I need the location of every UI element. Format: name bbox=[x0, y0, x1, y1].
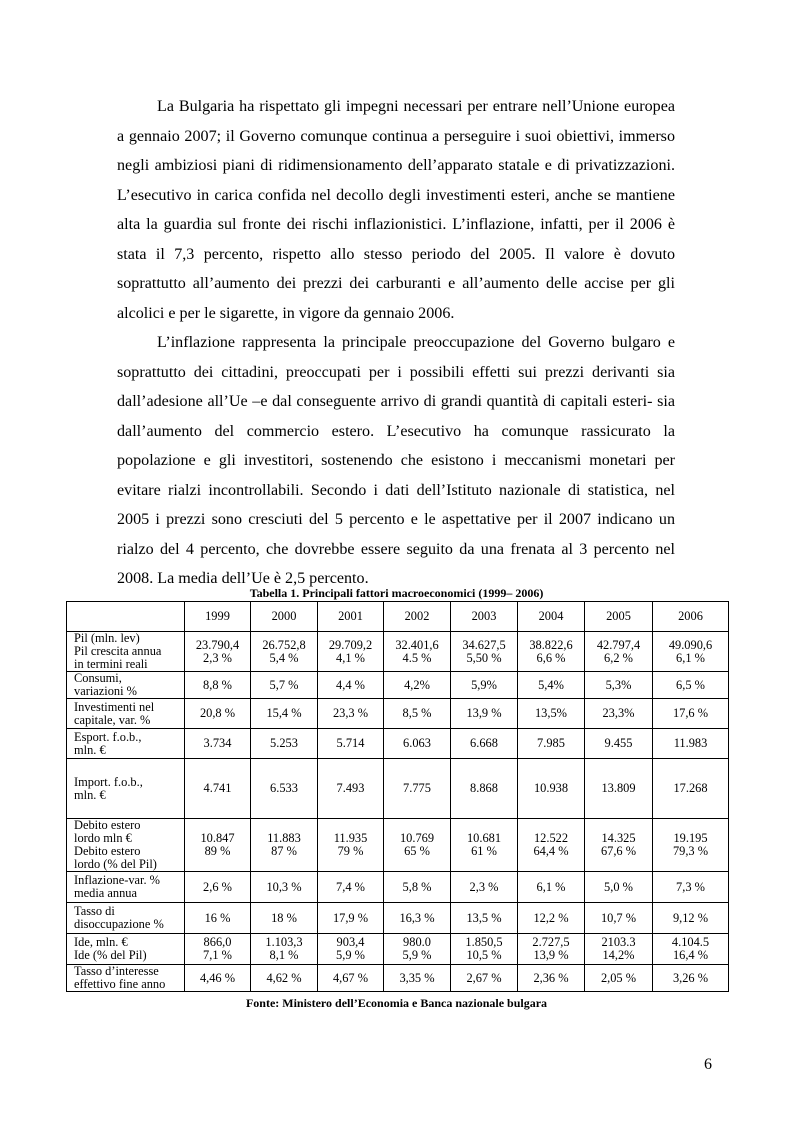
value-cell bbox=[251, 934, 318, 965]
value-line: 32.401,6 bbox=[395, 637, 439, 652]
value-line: 12.522 bbox=[533, 831, 569, 845]
year-header: 2005 bbox=[585, 602, 653, 632]
table-row bbox=[67, 729, 729, 759]
value-cell bbox=[318, 903, 384, 934]
value-cell bbox=[653, 672, 729, 699]
value-line: 10.938 bbox=[533, 781, 569, 795]
page-number: 6 bbox=[704, 1056, 712, 1073]
value-line: 19.195 bbox=[673, 831, 708, 845]
value-line: 12,2 % bbox=[533, 910, 569, 925]
value-line: 5,50 % bbox=[466, 650, 502, 665]
value-cell bbox=[185, 872, 251, 903]
year-header: 2000 bbox=[251, 602, 318, 632]
value-cell bbox=[185, 759, 251, 819]
value-line: 64,4 % bbox=[533, 844, 569, 858]
row-label-line: Consumi, bbox=[74, 671, 122, 685]
value-line: 4,46 % bbox=[199, 970, 236, 985]
row-label-line: Tasso d’interesse bbox=[74, 964, 159, 978]
value-line: 8,1 % bbox=[269, 948, 299, 962]
value-line: 2,05 % bbox=[600, 970, 637, 985]
value-line: 4,1 % bbox=[336, 650, 365, 665]
row-label-line: Debito estero bbox=[74, 844, 141, 858]
value-line: 17,6 % bbox=[672, 706, 709, 720]
value-line: 29.709,2 bbox=[328, 637, 373, 652]
value-line: 866,0 bbox=[203, 935, 232, 949]
value-cell bbox=[518, 729, 585, 759]
value-cell bbox=[384, 759, 451, 819]
value-line: 5,9 % bbox=[402, 948, 432, 962]
value-cell bbox=[185, 632, 251, 672]
value-cell bbox=[318, 965, 384, 992]
value-line: 17.268 bbox=[673, 781, 708, 795]
value-cell bbox=[251, 729, 318, 759]
value-line: 79,3 % bbox=[672, 844, 709, 858]
value-line: 18 % bbox=[271, 910, 297, 925]
value-line: 13,5% bbox=[534, 706, 567, 720]
value-cell bbox=[518, 699, 585, 729]
row-label bbox=[67, 699, 185, 729]
value-cell bbox=[384, 699, 451, 729]
value-line: 49.090,6 bbox=[668, 637, 713, 652]
table-title: Tabella 1. Principali fattori macroeconomici (1999– 2006) bbox=[249, 586, 544, 600]
value-line: 5,8 % bbox=[402, 879, 432, 894]
value-line: 4,62 % bbox=[266, 970, 302, 985]
value-line: 4.741 bbox=[203, 781, 232, 795]
row-label-line: Ide (% del Pil) bbox=[74, 948, 147, 962]
row-label-line: Tasso di bbox=[74, 904, 115, 918]
value-cell bbox=[653, 872, 729, 903]
value-line: 3,35 % bbox=[399, 970, 435, 985]
row-label-line: disoccupazione % bbox=[74, 917, 164, 931]
value-cell bbox=[185, 819, 251, 872]
value-cell bbox=[518, 819, 585, 872]
value-line: 16 % bbox=[204, 910, 231, 925]
row-label-line: Pil crescita annua bbox=[74, 644, 162, 658]
value-line: 5,7 % bbox=[269, 677, 299, 692]
value-cell bbox=[451, 934, 518, 965]
value-line: 16,4 % bbox=[672, 948, 709, 962]
value-line: 16,3 % bbox=[399, 910, 435, 925]
value-line: 13,9 % bbox=[466, 706, 502, 720]
row-label-line: media annua bbox=[74, 886, 137, 900]
value-line: 2,3 % bbox=[203, 650, 232, 665]
value-line: 6.533 bbox=[270, 781, 298, 795]
row-label-line: variazioni % bbox=[74, 684, 137, 698]
value-cell bbox=[653, 934, 729, 965]
row-label-line: lordo (% del Pil) bbox=[74, 857, 157, 871]
value-line: 13.809 bbox=[601, 781, 636, 795]
value-line: 4,2% bbox=[404, 677, 430, 692]
row-label-line: Pil (mln. lev) bbox=[74, 631, 140, 645]
row-label-line: Ide, mln. € bbox=[74, 935, 128, 949]
row-label bbox=[67, 872, 185, 903]
value-line: 6.668 bbox=[470, 736, 498, 750]
table-body bbox=[67, 602, 729, 992]
value-line: 4.104.5 bbox=[671, 935, 710, 949]
value-cell bbox=[251, 672, 318, 699]
value-cell bbox=[653, 903, 729, 934]
value-line: 23,3 % bbox=[332, 706, 369, 720]
table-row bbox=[67, 965, 729, 992]
table-row bbox=[67, 632, 729, 672]
value-line: 5,4 % bbox=[269, 650, 299, 665]
value-line: 7,4 % bbox=[336, 879, 365, 894]
value-cell bbox=[518, 903, 585, 934]
value-line: 23,3% bbox=[602, 706, 635, 720]
value-cell bbox=[251, 965, 318, 992]
value-cell bbox=[451, 632, 518, 672]
value-cell bbox=[653, 699, 729, 729]
value-cell bbox=[451, 759, 518, 819]
value-cell bbox=[585, 699, 653, 729]
value-cell bbox=[318, 672, 384, 699]
value-line: 15,4 % bbox=[266, 706, 302, 720]
value-cell bbox=[185, 729, 251, 759]
value-cell bbox=[251, 699, 318, 729]
table-row bbox=[67, 759, 729, 819]
value-cell bbox=[585, 965, 653, 992]
value-cell bbox=[384, 729, 451, 759]
value-line: 13,9 % bbox=[533, 948, 569, 962]
value-line: 11.883 bbox=[267, 831, 301, 845]
header-corner-cell bbox=[67, 602, 185, 632]
value-cell bbox=[518, 872, 585, 903]
value-cell bbox=[653, 819, 729, 872]
value-line: 14,2% bbox=[602, 948, 635, 962]
value-cell bbox=[451, 903, 518, 934]
value-line: 5,3% bbox=[605, 677, 632, 692]
value-line: 79 % bbox=[337, 844, 364, 858]
value-cell bbox=[384, 632, 451, 672]
table-row bbox=[67, 672, 729, 699]
table-row bbox=[67, 903, 729, 934]
value-cell bbox=[653, 632, 729, 672]
value-line: 67,6 % bbox=[600, 844, 637, 858]
value-line: 11.935 bbox=[333, 831, 368, 845]
value-cell bbox=[518, 672, 585, 699]
row-label-line: in termini reali bbox=[74, 657, 148, 671]
value-cell bbox=[518, 934, 585, 965]
value-line: 10,7 % bbox=[600, 910, 637, 925]
value-line: 5.253 bbox=[270, 736, 298, 750]
value-line: 6,1 % bbox=[676, 650, 705, 665]
value-line: 2,6 % bbox=[203, 879, 232, 894]
value-line: 2103.3 bbox=[601, 935, 636, 949]
row-label bbox=[67, 965, 185, 992]
value-cell bbox=[318, 729, 384, 759]
year-header: 2003 bbox=[451, 602, 518, 632]
row-label bbox=[67, 903, 185, 934]
value-cell bbox=[384, 672, 451, 699]
value-cell bbox=[185, 965, 251, 992]
value-cell bbox=[318, 872, 384, 903]
value-cell bbox=[384, 819, 451, 872]
value-line: 34.627,5 bbox=[462, 637, 506, 652]
value-cell bbox=[318, 632, 384, 672]
row-label-line: mln. € bbox=[74, 787, 106, 802]
table-row bbox=[67, 819, 729, 872]
value-cell bbox=[384, 903, 451, 934]
value-line: 65 % bbox=[404, 844, 430, 858]
value-line: 2.727,5 bbox=[532, 935, 570, 949]
value-cell bbox=[451, 699, 518, 729]
value-cell bbox=[585, 672, 653, 699]
value-cell bbox=[384, 965, 451, 992]
value-line: 8.868 bbox=[470, 781, 498, 795]
value-line: 4,4 % bbox=[336, 677, 365, 692]
value-cell bbox=[451, 965, 518, 992]
row-label-line: Esport. f.o.b., bbox=[74, 729, 142, 744]
table-row bbox=[67, 934, 729, 965]
value-line: 10.847 bbox=[200, 831, 235, 845]
value-line: 42.797,4 bbox=[596, 637, 641, 652]
value-line: 4.5 % bbox=[402, 650, 432, 665]
value-line: 1.103,3 bbox=[265, 935, 303, 949]
paragraph-1: La Bulgaria ha rispettato gli impegni necessari per entrare nell’Unione europea a gennaio 2007; il Governo comunque continua a perseguire i suoi obiettivi, immerso negli ambiziosi piani di ridimensionamento dell’apparato statale e di privatizzazioni. L’esecutivo in carica confida nel decollo degli investimenti esteri, anche se mantiene alta la guardia sul fronte dei rischi inflazionistici. L’inflazione, infatti, per il 2006 è stata il 7,3 percento, rispetto allo stesso periodo del 2005. Il valore è dovuto soprattutto all’aumento dei prezzi dei carburanti e all’aumento delle accise per gli alcolici e per le sigarette, in vigore da gennaio 2006. bbox=[117, 98, 675, 322]
value-cell bbox=[451, 729, 518, 759]
value-cell bbox=[653, 729, 729, 759]
macroeconomic-table bbox=[66, 601, 729, 992]
value-line: 903,4 bbox=[336, 935, 365, 949]
value-line: 7.775 bbox=[403, 781, 431, 795]
value-line: 8,8 % bbox=[203, 677, 232, 692]
value-cell bbox=[451, 672, 518, 699]
value-line: 7,3 % bbox=[676, 879, 705, 894]
value-line: 5.714 bbox=[336, 736, 365, 750]
value-cell bbox=[451, 872, 518, 903]
value-cell bbox=[185, 934, 251, 965]
value-cell bbox=[653, 759, 729, 819]
value-line: 3,26 % bbox=[672, 970, 709, 985]
value-line: 10,5 % bbox=[466, 948, 502, 962]
row-label bbox=[67, 632, 185, 672]
value-line: 10.681 bbox=[466, 831, 502, 845]
value-line: 5,9 % bbox=[336, 948, 365, 962]
value-line: 6,5 % bbox=[676, 677, 705, 692]
table-row bbox=[67, 872, 729, 903]
value-line: 2,3 % bbox=[469, 879, 499, 894]
value-cell bbox=[451, 819, 518, 872]
value-line: 11.983 bbox=[673, 736, 708, 750]
row-label-line: Inflazione-var. % bbox=[74, 873, 161, 887]
value-line: 87 % bbox=[271, 844, 297, 858]
table-source: Fonte: Ministero dell’Economia e Banca nazionale bulgara bbox=[245, 996, 548, 1010]
value-line: 5,4% bbox=[538, 677, 564, 692]
value-cell bbox=[318, 759, 384, 819]
value-line: 10.769 bbox=[399, 831, 435, 845]
paragraph-2: L’inflazione rappresenta la principale preoccupazione del Governo bulgaro e soprattutto dei cittadini, preoccupati per i possibili effetti sui prezzi derivanti sia dall’adesione all’Ue –e dal conseguente arrivo di grandi quantità di capitali esteri- sia dall’aumento del commercio estero. L’esecutivo ha comunque rassicurato la popolazione e gli investitori, sostenendo che esistono i meccanismi monetari per evitare rialzi incontrollabili. Secondo i dati dell’Istituto nazionale di statistica, nel 2005 i prezzi sono cresciuti del 5 percento e le aspettative per il 2007 indicano un rialzo del 4 percento, che dovrebbe essere seguito da una frenata al 3 percento nel 2008. La media dell’Ue è 2,5 percento. bbox=[117, 334, 675, 587]
value-cell bbox=[185, 672, 251, 699]
value-line: 7.493 bbox=[336, 781, 365, 795]
value-cell bbox=[585, 759, 653, 819]
value-cell bbox=[585, 934, 653, 965]
value-line: 23.790,4 bbox=[195, 637, 240, 652]
value-line: 13,5 % bbox=[466, 910, 502, 925]
value-line: 10,3 % bbox=[266, 879, 302, 894]
value-cell bbox=[251, 903, 318, 934]
year-header: 1999 bbox=[185, 602, 251, 632]
row-label-line: Import. f.o.b., bbox=[74, 774, 143, 789]
row-label-line: capitale, var. % bbox=[74, 712, 151, 727]
value-line: 9,12 % bbox=[672, 910, 709, 925]
year-header: 2004 bbox=[518, 602, 585, 632]
value-cell bbox=[318, 699, 384, 729]
table-header-row bbox=[67, 602, 729, 632]
value-line: 6,1 % bbox=[536, 879, 566, 894]
value-line: 61 % bbox=[471, 844, 497, 858]
value-cell bbox=[185, 699, 251, 729]
body-text bbox=[117, 92, 675, 594]
value-cell bbox=[318, 934, 384, 965]
value-line: 6.063 bbox=[403, 736, 431, 750]
value-line: 1.850,5 bbox=[465, 935, 503, 949]
row-label bbox=[67, 729, 185, 759]
value-line: 6,2 % bbox=[604, 650, 633, 665]
value-line: 3.734 bbox=[203, 736, 232, 750]
row-label bbox=[67, 759, 185, 819]
value-cell bbox=[384, 934, 451, 965]
value-cell bbox=[251, 819, 318, 872]
value-line: 980.0 bbox=[403, 935, 431, 949]
value-line: 8,5 % bbox=[402, 706, 432, 720]
value-cell bbox=[653, 965, 729, 992]
value-cell bbox=[585, 903, 653, 934]
year-header: 2001 bbox=[318, 602, 384, 632]
value-cell bbox=[384, 872, 451, 903]
value-line: 5,9% bbox=[471, 677, 497, 692]
row-label-line: Investimenti nel bbox=[74, 699, 155, 714]
value-line: 20,8 % bbox=[199, 706, 236, 720]
table-row bbox=[67, 699, 729, 729]
value-line: 38.822,6 bbox=[529, 637, 573, 652]
value-cell bbox=[585, 729, 653, 759]
row-label-line: effettivo fine anno bbox=[74, 977, 166, 991]
value-line: 2,36 % bbox=[533, 970, 569, 985]
row-label-line: lordo mln € bbox=[74, 831, 132, 845]
value-line: 7.985 bbox=[537, 736, 565, 750]
value-cell bbox=[251, 632, 318, 672]
value-line: 5,0 % bbox=[604, 879, 633, 894]
value-cell bbox=[585, 819, 653, 872]
value-line: 6,6 % bbox=[536, 650, 566, 665]
value-cell bbox=[185, 903, 251, 934]
value-cell bbox=[518, 759, 585, 819]
value-line: 4,67 % bbox=[332, 970, 369, 985]
value-cell bbox=[318, 819, 384, 872]
value-line: 89 % bbox=[204, 844, 231, 858]
value-line: 9.455 bbox=[604, 736, 633, 750]
value-line: 26.752,8 bbox=[262, 637, 306, 652]
year-header: 2006 bbox=[653, 602, 729, 632]
value-line: 2,67 % bbox=[466, 970, 502, 985]
year-header: 2002 bbox=[384, 602, 451, 632]
value-cell bbox=[585, 632, 653, 672]
row-label-line: mln. € bbox=[74, 742, 106, 757]
value-cell bbox=[518, 965, 585, 992]
row-label bbox=[67, 672, 185, 699]
value-cell bbox=[251, 872, 318, 903]
value-line: 7,1 % bbox=[203, 948, 232, 962]
row-label bbox=[67, 819, 185, 872]
value-cell bbox=[518, 632, 585, 672]
row-label-line: Debito estero bbox=[74, 818, 141, 832]
row-label bbox=[67, 934, 185, 965]
value-line: 14.325 bbox=[601, 831, 636, 845]
value-cell bbox=[251, 759, 318, 819]
value-cell bbox=[585, 872, 653, 903]
value-line: 17,9 % bbox=[332, 910, 369, 925]
